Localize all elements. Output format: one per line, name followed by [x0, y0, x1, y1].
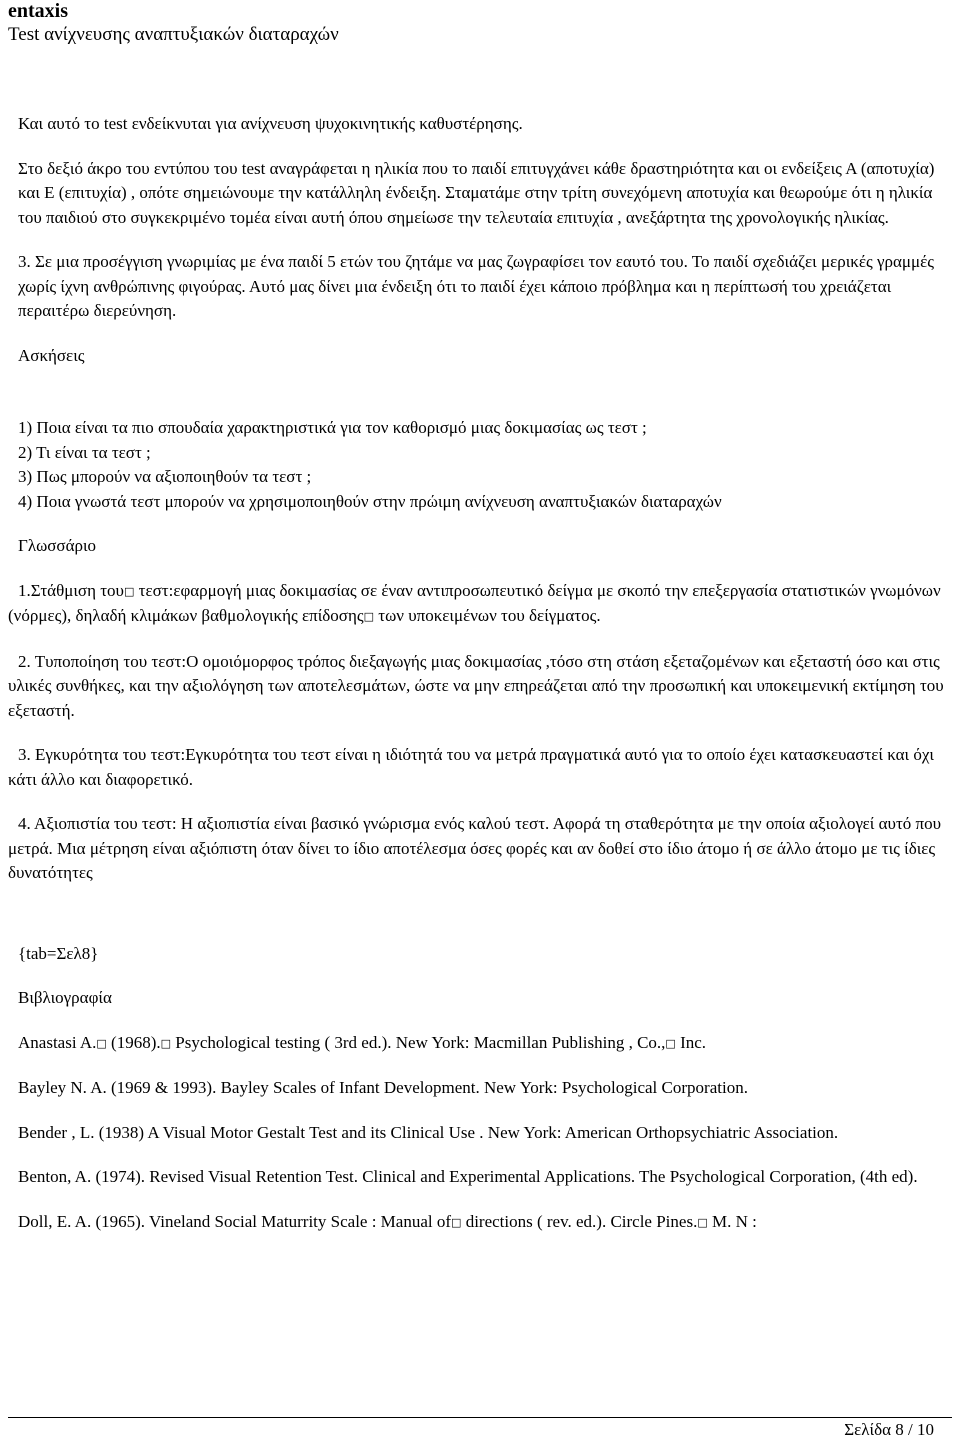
intro-paragraph: Και αυτό το test ενδείκνυται για ανίχνευση ψυχοκινητικής καθυστέρησης.: [18, 114, 523, 133]
missing-glyph-icon: □: [363, 610, 374, 623]
site-title: entaxis: [8, 0, 68, 22]
missing-glyph-icon: □: [96, 1036, 107, 1050]
bibliography-entry: Benton, A. (1974). Revised Visual Retention Test. Clinical and Experimental Applications. The Psychological Corporation, (4th ed).: [18, 1167, 918, 1186]
glossary-item-standardization: 1.Στάθμιση του□ τεστ:εφαρμογή μιας δοκιμασίας σε έναν αντιπροσωπευτικό δείγμα με σκοπό την επεξεργασία στατιστικών γνωμόνων (νόρμες), δηλαδή κλιμάκων βαθμολογικής επίδοσης□ των υποκειμένων του δείγματος.: [8, 580, 941, 625]
page-header: [8, 0, 339, 48]
glossary-heading: Γλωσσάριο: [18, 536, 97, 555]
bibliography-heading: Βιβλιογραφία: [18, 988, 112, 1007]
missing-glyph-icon: □: [160, 1036, 172, 1050]
page-number: Σελίδα 8 / 10: [844, 1420, 934, 1439]
bibliography-entry: Bayley N. A. (1969 & 1993). Bayley Scales of Infant Development. New York: Psychological Corporation.: [18, 1078, 748, 1097]
article-body: [8, 112, 952, 1235]
exercise-item: 2) Τι είναι τα τεστ ;: [18, 442, 151, 462]
missing-glyph-icon: □: [697, 1215, 708, 1229]
bibliography-entry: Anastasi A.□ (1968).□ Psychological testing ( 3rd ed.). New York: Macmillan Publishing , Co.,□ Inc.: [18, 1032, 707, 1052]
exercise-item: 3) Πως μπορούν να αξιοποιηθούν τα τεστ ;: [18, 467, 312, 486]
glossary-item-reliability: 4. Αξιοπιστία του τεστ: Η αξιοπιστία είναι βασικό γνώρισμα ενός καλού τεστ. Αφορά τη σταθερότητα με την οποία αξιολογεί αυτό που μετρά. Μια μέτρηση είναι αξιόπιστη όταν δίνει το ίδιο αποτέλεσμα όσες φορές και αν δοθεί στο ίδιο άτομο ή σε άλλο άτομο με τις ίδιες δυνατότητες: [8, 814, 942, 882]
page-title: Test ανίχνευσης αναπτυξιακών διαταραχών: [8, 24, 339, 45]
exercise-item: 1) Ποια είναι τα πιο σπουδαία χαρακτηριστικά για τον καθορισμό μιας δοκιμασίας ως τεστ ;: [18, 418, 647, 437]
missing-glyph-icon: □: [665, 1036, 676, 1050]
bibliography-entry: Bender , L. (1938) A Visual Motor Gestalt Test and its Clinical Use . New York: American Orthopsychiatric Association.: [18, 1122, 839, 1142]
drawing-example-paragraph: 3. Σε μια προσέγγιση γνωριμίας με ένα παιδί 5 ετών του ζητάμε να μας ζωγραφίσει τον εαυτό του. Το παιδί σχεδιάζει μερικές γραμμές χωρίς ίχνη ανθρώπινης φιγούρας. Αυτό μας δίνει μια ένδειξη ότι το παιδί έχει κάποιο πρόβλημα και η περίπτωσή του χρειάζεται περαιτέρω διερεύνηση.: [18, 252, 934, 320]
instructions-paragraph: Στο δεξιό άκρο του εντύπου του test αναγράφεται η ηλικία που το παιδί επιτυγχάνει κάθε δραστηριότητα και οι ενδείξεις Α (αποτυχία) και Ε (επιτυχία) , οπότε σημειώνουμε την κατάλληλη ένδειξη. Σταματάμε στην τρίτη συνεχόμενη αποτυχία και θεωρούμε ότι η ηλικία του παιδιού στο συγκεκριμένο τομέα είναι αυτή όπου σημείωσε την τελευταία επιτυχία , ανεξάρτητα της χρονολογικής ηλικίας.: [18, 158, 935, 227]
tab-marker: {tab=Σελ8}: [18, 943, 99, 963]
bibliography-entry: Doll, E. A. (1965). Vineland Social Maturrity Scale : Manual of□ directions ( rev. ed.). Circle Pines.□ M. N :: [18, 1211, 757, 1231]
glossary-item-validity: 3. Εγκυρότητα του τεστ:Εγκυρότητα του τεστ είναι η ιδιότητά του να μετρά πραγματικά αυτό για το οποίο έχει κατασκευαστεί και όχι κάτι άλλο και διαφορετικό.: [8, 745, 934, 789]
exercises-heading: Ασκήσεις: [18, 345, 85, 365]
exercise-item: 4) Ποια γνωστά τεστ μπορούν να χρησιμοποιηθούν στην πρώιμη ανίχνευση αναπτυξιακών διαταραχών: [18, 491, 722, 511]
footer-divider: [8, 1417, 952, 1418]
missing-glyph-icon: □: [123, 584, 135, 598]
missing-glyph-icon: □: [451, 1215, 462, 1229]
glossary-item-typification: 2. Τυποποίηση του τεστ:Ο ομοιόμορφος τρόπος διεξαγωγής μιας δοκιμασίας ,τόσο στη στάση εξεταζομένων και εξεταστή όσο και στις υλικές συνθήκες, και την αξιολόγηση των αποτελεσμάτων, ώστε να μην επηρεάζεται από την προσωπική και υποκειμενική εκτίμηση του εξεταστή.: [8, 651, 944, 720]
